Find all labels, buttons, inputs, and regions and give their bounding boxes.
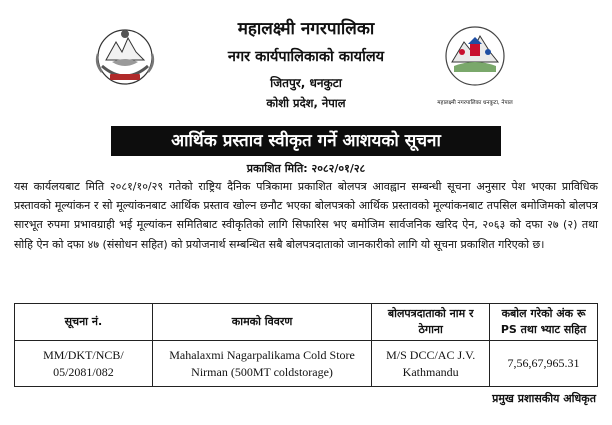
office-location: जितपुर, धनकुटा — [270, 76, 342, 90]
header-work-description: कामको विवरण — [152, 304, 371, 341]
cell-bidder: M/S DCC/AC J.V. Kathmandu — [372, 341, 490, 387]
office-name: नगर कार्यपालिकाको कार्यालय — [227, 49, 385, 65]
published-date: प्रकाशित मिति: २०८२/०१/२८ — [246, 162, 366, 175]
notice-body: यस कार्यलयबाट मिति २०८१/१०/२९ गतेको राष्ट्रिय दैनिक पत्रिकामा प्रकाशित बोलपत्र आवह्वान सम्बन्धी सूचना अनुसार पेश भएका प्राविधिक प्रस्तावको मूल्यांकन र सो मूल्यांकनबाट आर्थिक प्रस्ताव खोल्न छनौट भएका बोलपत्रको आर्थिक प्रस्तावको मूल्यांकनबाट तपसिल बमोजिमको बोलपत्र सारभूत रुपमा प्रभावग्राही भई मूल्यांकन समितिबाट स्वीकृतिको लागि सिफारिस भए बमोजिम सार्वजनिक खरिद ऐन, २०६३ को दफा २७ (२) तथा सोहि ऐन को दफा ४७ (संसोधन सहित) को प्रयोजनार्थ सम्बन्धित सबै बोलपत्रदाताको जानकारीको लागि यो सूचना प्रकाशित गरिएको छ। — [14, 180, 598, 251]
letterhead — [0, 6, 612, 114]
header-bidder: बोलपत्रदाताको नाम र ठेगाना — [372, 304, 490, 341]
province-name: कोशी प्रदेश, नेपाल — [266, 96, 346, 110]
header-notice-no: सूचना नं. — [15, 304, 153, 341]
cell-notice-no: MM/DKT/NCB/ 05/2081/082 — [15, 341, 153, 387]
notice-title: आर्थिक प्रस्ताव स्वीकृत गर्ने आशयको सूचना — [111, 126, 501, 156]
municipality-logo-caption: महालक्ष्मी नगरपालिका धनकुटा, नेपाल — [437, 100, 513, 106]
cell-work-description: Mahalaxmi Nagarpalikama Cold Store Nirman (500MT coldstorage) — [152, 341, 371, 387]
municipality-name: महालक्ष्मी नगरपालिका — [237, 19, 375, 39]
header-amount: कबोल गरेको अंक रू PS तथा भ्याट सहित — [490, 304, 598, 341]
cell-amount: 7,56,67,965.31 — [490, 341, 598, 387]
bid-table — [14, 303, 598, 387]
table-header-row — [15, 304, 598, 341]
table-row — [15, 341, 598, 387]
signature-title: प्रमुख प्रशासकीय अधिकृत — [492, 392, 596, 405]
